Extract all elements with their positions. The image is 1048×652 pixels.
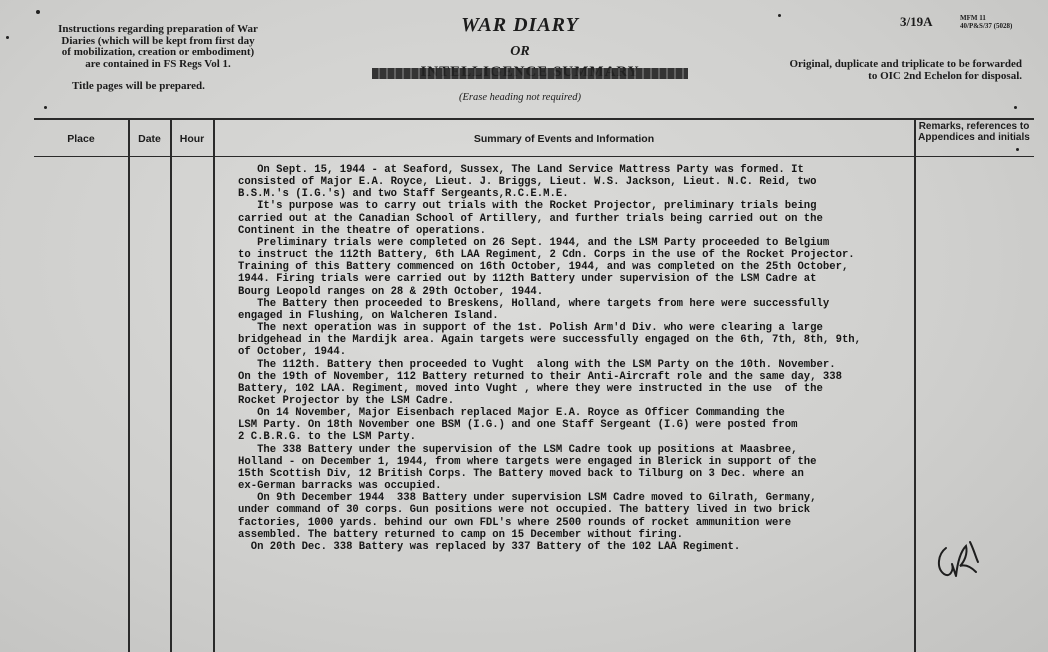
text-line: to instruct the 112th Battery, 6th LAA Regiment, 2 Cdn. Corps in the use of the Rocket Projector. [238, 249, 855, 262]
col-divider-2 [170, 119, 172, 652]
text-line: engaged in Flushing, on Walcheren Island. [238, 309, 499, 322]
text-line: On 9th December 1944 338 Battery under supervision LSM Cadre moved to Gilrath, Germany, [238, 492, 817, 505]
title-or: OR [510, 44, 530, 59]
col-header-hour: Hour [179, 133, 205, 145]
col-divider-1 [128, 119, 130, 652]
text-line: bridgehead in the Mardijk area. Again targets were successfully engaged on the 6th, 7th, 8th, 9th, [238, 334, 862, 347]
speck [44, 106, 47, 109]
initials-signature [930, 528, 986, 584]
text-line: Bourg Leopold ranges on 28 & 29th October, 1944. [238, 285, 544, 298]
speck [6, 36, 9, 39]
text-line: 2 C.B.R.G. to the LSM Party. [238, 431, 417, 444]
text-line: consisted of Major E.A. Royce, Lieut. J. Briggs, Lieut. W.S. Jackson, Lieut. N.C. Reid, two [238, 176, 817, 189]
form-number: 3/19A [900, 14, 933, 29]
text-line: LSM Party. On 18th November one BSM (I.G.) and one Staff Sergeant (I.G) were posted from [238, 419, 798, 432]
text-line: assembled. The battery returned to camp on 15 December without firing. [238, 528, 684, 541]
instructions-note: Instructions regarding preparation of War Diaries (which will be kept from first day of mobilization, creation or embodiment) are contained in FS Regs Vol 1. [58, 23, 258, 70]
erase-note: (Erase heading not required) [459, 92, 581, 103]
speck [778, 14, 781, 17]
speck [1014, 106, 1017, 109]
form-code: MFM 11 40/P&S/37 (5028) [960, 14, 1013, 30]
text-line: 1944. Firing trials were carried out by 112th Battery under supervision of the LSM Cadre at [238, 273, 817, 286]
table-top-rule [34, 118, 1034, 120]
text-line: 15th Scottish Div, 12 British Corps. The Battery moved back to Tilburg on 3 Dec. where an [238, 467, 804, 480]
distribution-note: Original, duplicate and triplicate to be forwarded to OIC 2nd Echelon for disposal. [789, 58, 1022, 82]
text-line: It's purpose was to carry out trials with the Rocket Projector, preliminary trials being [238, 200, 817, 213]
text-line: The Battery then proceeded to Breskens, Holland, where targets from here were successfully [238, 297, 830, 310]
text-line: carried out at the Canadian School of Artillery, and further trials being carried out on the [238, 212, 823, 225]
col-divider-3 [213, 119, 215, 652]
text-line: On the 19th of November, 112 Battery returned to their Anti-Aircraft role and the same day, 338 [238, 370, 842, 383]
text-line: Continent in the theatre of operations. [238, 224, 486, 237]
text-line: The 338 Battery under the supervision of the LSM Cadre took up positions at Maasbree, [238, 443, 798, 456]
text-line: Rocket Projector by the LSM Cadre. [238, 394, 455, 407]
col-header-place: Place [67, 133, 95, 145]
table-header-rule [34, 156, 1034, 157]
text-line: On Sept. 15, 1944 - at Seaford, Sussex, The Land Service Mattress Party was formed. It [238, 164, 804, 176]
text-line: ex-German barracks was occupied. [238, 480, 442, 493]
text-line: B.S.M.'s (I.G.'s) and two Staff Sergeants,R.C.E.M.E. [238, 188, 569, 201]
col-header-date: Date [138, 133, 161, 145]
text-line: Battery, 102 LAA. Regiment, moved into Vught , where they were instructed in the use of the [238, 382, 823, 395]
text-line: factories, 1000 yards. behind our own FDL's where 2500 rounds of rocket ammunition were [238, 516, 792, 529]
speck [1016, 148, 1019, 151]
text-line: under command of 30 corps. Gun positions were not occupied. The battery lived in two brick [238, 504, 811, 517]
text-line: The next operation was in support of the 1st. Polish Arm'd Div. who were clearing a large [238, 322, 823, 335]
col-header-summary: Summary of Events and Information [473, 133, 655, 145]
text-line: The 112th. Battery then proceeded to Vught along with the LSM Party on the 10th. November. [238, 358, 836, 371]
page-title: WAR DIARY [461, 14, 579, 36]
title-pages-note: Title pages will be prepared. [72, 80, 205, 92]
text-line: of October, 1944. [238, 346, 347, 359]
col-header-remarks: Remarks, references to Appendices and initials [918, 121, 1030, 143]
col-divider-4 [914, 119, 916, 652]
text-line: On 14 November, Major Eisenbach replaced Major E.A. Royce as Officer Commanding the [238, 407, 785, 420]
summary-of-events [238, 164, 914, 553]
speck [36, 10, 40, 14]
strikethrough-mark [372, 68, 688, 79]
text-line: On 20th Dec. 338 Battery was replaced by 337 Battery of the 102 LAA Regiment. [238, 540, 741, 553]
text-line: Training of this Battery commenced on 16th October, 1944, and was completed on the 25th October, [238, 261, 849, 274]
text-line: Holland - on December 1, 1944, from where targets were engaged in Blerick in support of the [238, 455, 817, 468]
text-line: Preliminary trials were completed on 26 Sept. 1944, and the LSM Party proceeded to Belgium [238, 236, 830, 249]
